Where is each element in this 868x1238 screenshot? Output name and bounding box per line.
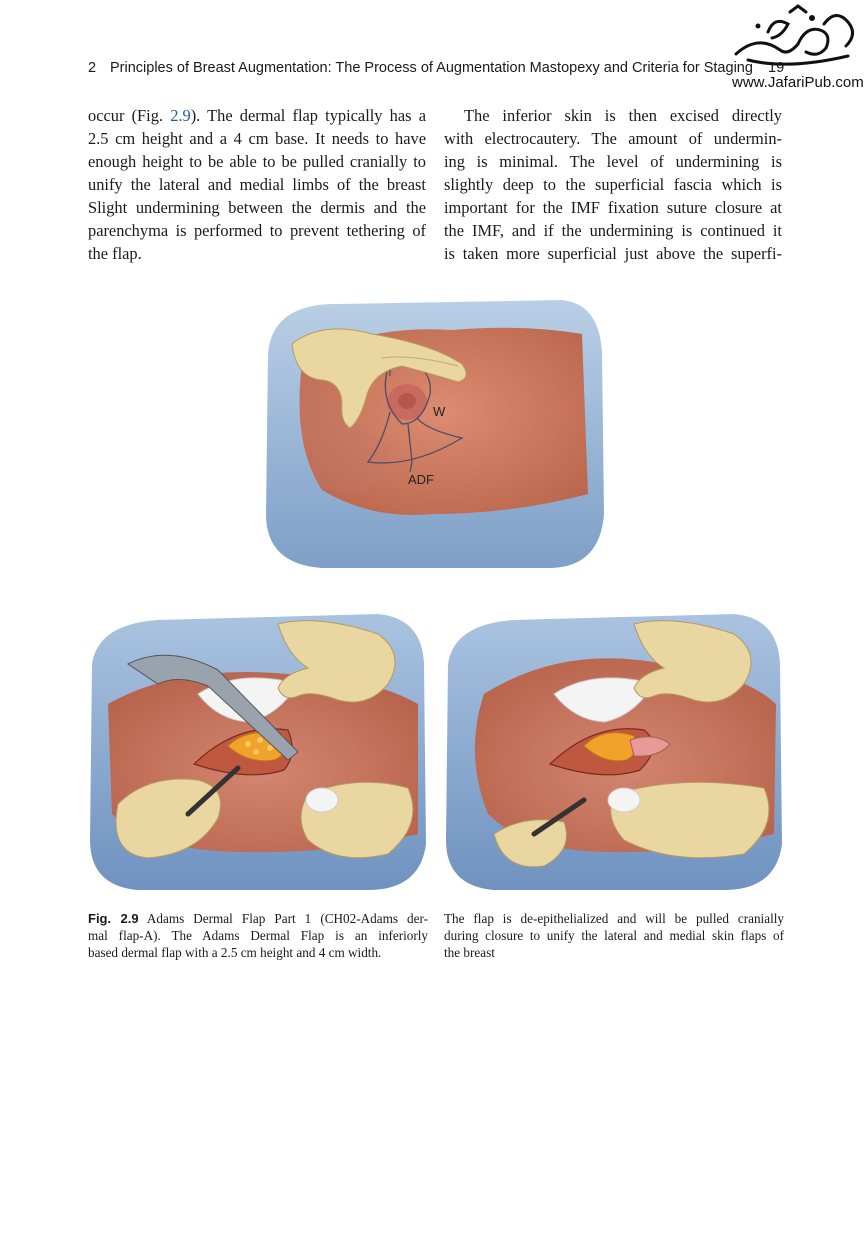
page-number: 19 — [768, 60, 785, 76]
text-line: parenchyma is performed to prevent tethering of — [88, 221, 426, 240]
text-line: with electrocautery. The amount of undermin- — [444, 129, 782, 148]
body-left-column — [88, 104, 426, 265]
label-adf: ADF — [408, 472, 434, 487]
figure-deepithelialized-flap — [444, 604, 784, 894]
label-w: W — [433, 404, 446, 419]
figure-flap-excision — [88, 604, 428, 894]
figure-label: Fig. 2.9 — [88, 911, 139, 926]
text-line: unify the lateral and medial limbs of the breast — [88, 175, 426, 194]
caption-line: the breast — [444, 945, 495, 960]
text-line: The inferior skin is then excised directly — [464, 106, 782, 125]
figure-reference-link[interactable]: 2.9 — [170, 106, 191, 125]
chapter-number: 2 — [88, 60, 97, 76]
caption-line: based dermal flap with a 2.5 cm height and 4 cm width. — [88, 945, 382, 960]
figure-breast-markings — [262, 294, 606, 570]
text-line: ing is minimal. The level of undermining is — [444, 152, 782, 171]
figure-caption-left: Fig. 2.9 Adams Dermal Flap Part 1 (CH02-Adams der- mal flap-A). The Adams Dermal Flap is an inferiorly based dermal flap with a 2.5 cm height and 4 cm width. — [88, 911, 428, 960]
text-line: important for the IMF fixation suture closure at — [444, 198, 782, 217]
figure-caption-right — [444, 910, 784, 961]
caption-line: mal flap-A). The Adams Dermal Flap is an inferiorly — [88, 928, 428, 943]
text-line: Slight undermining between the dermis and the — [88, 198, 426, 217]
text-line: enough height to be able to be pulled cranially to — [88, 152, 426, 171]
running-title: Principles of Breast Augmentation: The Process of Augmentation Mastopexy and Criteria for Staging — [110, 60, 753, 76]
text-line: the IMF, and if the undermining is continued it — [444, 221, 782, 240]
publisher-watermark — [728, 4, 864, 94]
caption-line: during closure to unify the lateral and medial skin flaps of — [444, 928, 784, 943]
text-line: slightly deep to the superficial fascia which is — [444, 175, 782, 194]
text-line: occur (Fig. 2.9). The dermal flap typically has a — [88, 106, 426, 125]
body-right-column — [444, 104, 782, 265]
text-line: the flap. — [88, 244, 142, 263]
caption-line: The flap is de-epithelialized and will be pulled cranially — [444, 911, 784, 926]
running-header — [88, 58, 788, 84]
text-line: 2.5 cm height and a 4 cm base. It needs to have — [88, 129, 426, 148]
text-line: is taken more superficial just above the superfi- — [444, 244, 782, 263]
watermark-url: www.JafariPub.com — [732, 74, 864, 91]
calligraphy-logo-icon — [728, 4, 864, 74]
